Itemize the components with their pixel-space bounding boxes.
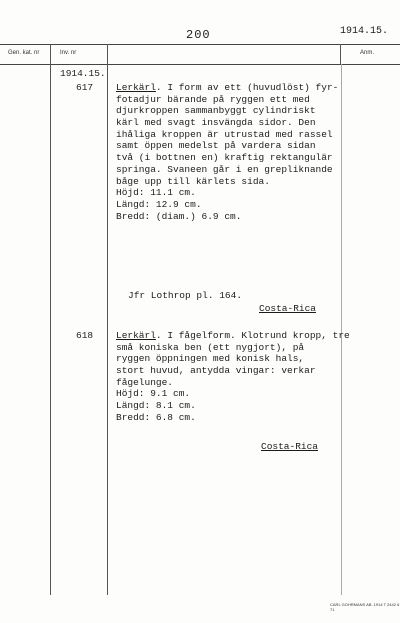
width-line: Bredd: (diam.) 6.9 cm. bbox=[116, 210, 242, 222]
origin-617: Costa-Rica bbox=[259, 303, 317, 314]
column-divider-anm-header bbox=[340, 44, 341, 64]
description-line: fågelunge. bbox=[116, 376, 174, 388]
entry-number-617: 617 bbox=[76, 82, 94, 93]
description-line: stort huvud, antydda vingar: verkar bbox=[116, 365, 316, 377]
column-header-anm: Anm. bbox=[360, 50, 375, 56]
origin-618: Costa-Rica bbox=[261, 441, 319, 452]
column-header-inv-nr: Inv. nr bbox=[60, 50, 77, 56]
description-line: båge upp till kärlets sida. bbox=[116, 175, 270, 187]
entry-term: Lerkärl bbox=[116, 82, 156, 93]
description-line: kärl med svagt insvängda sidor. Den bbox=[116, 117, 316, 129]
height-line: Höjd: 9.1 cm. bbox=[116, 388, 191, 400]
entry-term: Lerkärl bbox=[116, 330, 156, 341]
entry-number-618: 618 bbox=[76, 330, 94, 341]
width-line: Bredd: 6.8 cm. bbox=[116, 411, 196, 423]
description-line: ihåliga kroppen är utrustad med rassel bbox=[116, 128, 333, 140]
column-divider-gen bbox=[50, 44, 51, 595]
length-line: Längd: 8.1 cm. bbox=[116, 400, 196, 412]
reference-617: Jfr Lothrop pl. 164. bbox=[128, 290, 243, 301]
description-line: djurkroppen sammanbyggt cylindriskt bbox=[116, 105, 316, 117]
description-line: ryggen öppningen med konisk hals, bbox=[116, 353, 305, 365]
date-line: 1914.15. bbox=[60, 68, 106, 79]
description-line: springa. Svaneen går i en grepliknande bbox=[116, 163, 333, 175]
description-line: två (i bottnen en) kraftig rektangulär bbox=[116, 152, 333, 164]
description-line: fotadjur bärande på ryggen ett med bbox=[116, 93, 310, 105]
page-number: 200 bbox=[186, 28, 211, 42]
printer-imprint: CARL GOHRMANS AB. 1914 T 2442 6 71 bbox=[330, 602, 400, 612]
length-line: Längd: 12.9 cm. bbox=[116, 198, 202, 210]
height-line: Höjd: 11.1 cm. bbox=[116, 187, 196, 199]
column-divider-inv bbox=[107, 44, 108, 595]
header-bottom-rule bbox=[0, 64, 400, 65]
column-header-gen-kat-nr: Gen. kat. nr bbox=[8, 50, 40, 56]
header-year: 1914.15. bbox=[340, 26, 389, 37]
description-line: Lerkärl. I fågelform. Klotrund kropp, tre bbox=[116, 330, 350, 341]
entry-description-618 bbox=[116, 330, 350, 424]
description-line: små koniska ben (ett nygjort), på bbox=[116, 341, 305, 353]
description-line: samt öppen medelst på vardera sidan bbox=[116, 140, 316, 152]
description-line: Lerkärl. I form av ett (huvudlöst) fyr- bbox=[116, 82, 339, 93]
entry-description-617 bbox=[116, 82, 340, 222]
